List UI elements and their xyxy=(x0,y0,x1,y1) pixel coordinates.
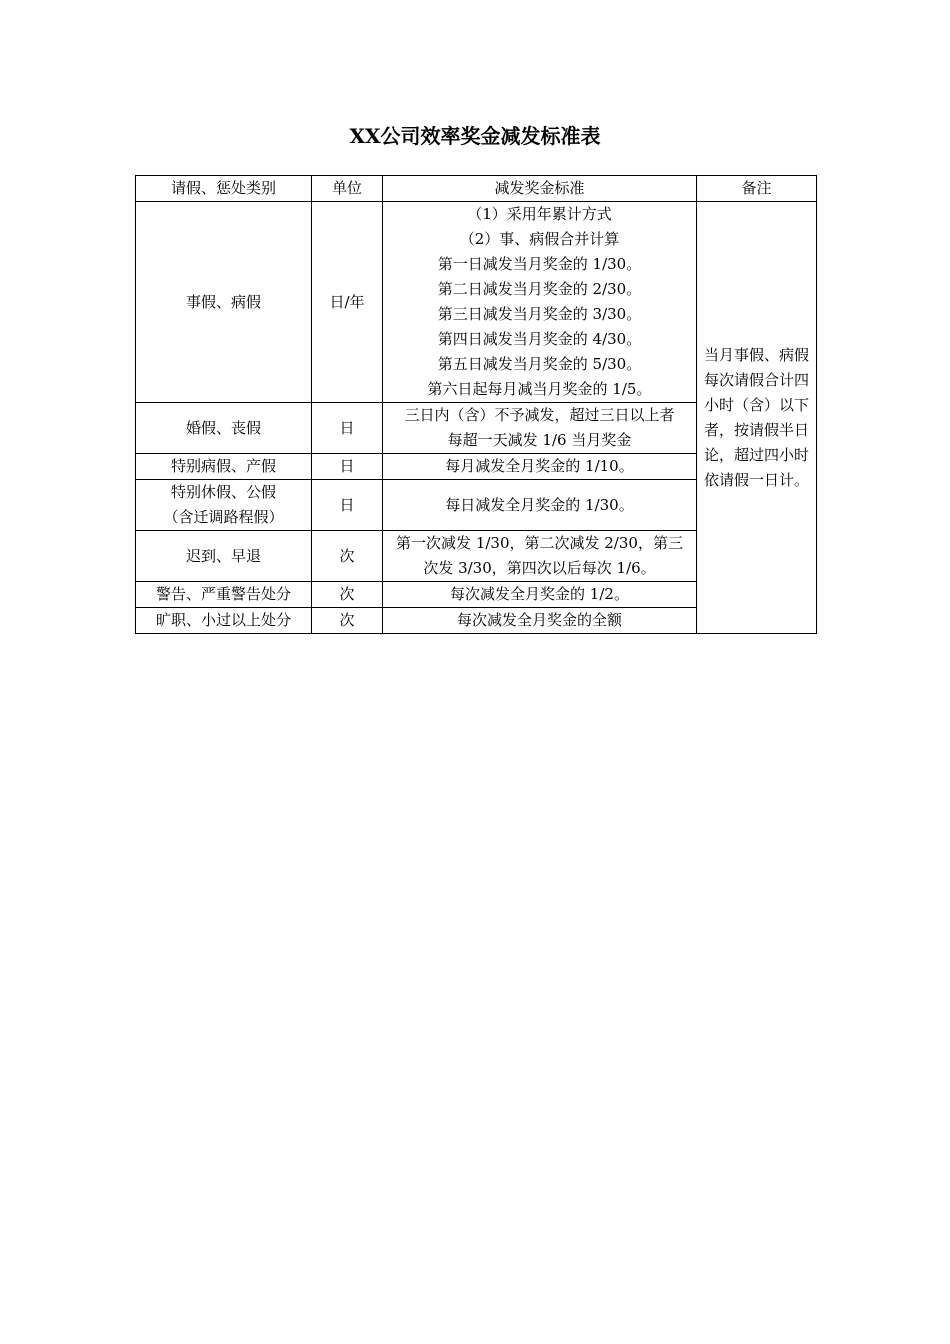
standard-cell xyxy=(383,531,697,582)
unit-cell: 次 xyxy=(312,582,383,608)
standard-cell xyxy=(383,582,697,608)
unit-cell: 日 xyxy=(312,454,383,480)
category-cell xyxy=(136,480,312,531)
standard-text: 每次减发全月奖金的全额 xyxy=(456,611,622,629)
standard-text: 三日内（含）不予减发，超过三日以上者 xyxy=(404,406,675,424)
table-header-row xyxy=(136,176,817,202)
unit-cell: 日 xyxy=(312,403,383,454)
standard-text: （2）事、病假合并计算 xyxy=(459,230,620,248)
category-text: 婚假、丧假 xyxy=(185,418,261,437)
header-unit: 单位 xyxy=(312,176,383,202)
category-text: 警告、严重警告处分 xyxy=(155,585,291,603)
category-text: 特别休假、公假 xyxy=(170,483,276,501)
category-cell xyxy=(136,202,312,403)
standard-text: 第六日起每月减当月奖金的 1/5。 xyxy=(427,380,652,398)
category-cell xyxy=(136,403,312,454)
unit-cell: 次 xyxy=(312,531,383,582)
remark-cell xyxy=(697,202,817,634)
header-standard: 减发奖金标准 xyxy=(383,176,697,202)
standard-text: 第一次减发 1/30，第二次减发 2/30，第三 xyxy=(396,534,683,552)
unit-cell: 日 xyxy=(312,480,383,531)
unit-cell: 日/年 xyxy=(312,202,383,403)
category-text: 迟到、早退 xyxy=(185,546,261,565)
standard-text: 次发 3/30，第四次以后每次 1/6。 xyxy=(423,559,656,577)
header-category: 请假、惩处类别 xyxy=(136,176,312,202)
category-cell xyxy=(136,582,312,608)
remark-text: 当月事假、病假每次请假合计四小时（含）以下者，按请假半日论，超过四小时依请假一日计。 xyxy=(703,345,809,489)
category-text: 特别病假、产假 xyxy=(170,457,276,475)
standard-text: 每月减发全月奖金的 1/10。 xyxy=(445,457,634,475)
category-text: （含迁调路程假） xyxy=(163,508,284,526)
standard-text: 第五日减发当月奖金的 5/30。 xyxy=(437,355,642,373)
category-cell xyxy=(136,531,312,582)
header-remark: 备注 xyxy=(697,176,817,202)
standard-text: 第四日减发当月奖金的 4/30。 xyxy=(437,330,642,348)
category-cell xyxy=(136,608,312,634)
standard-text: 第三日减发当月奖金的 3/30。 xyxy=(437,305,642,323)
category-text: 事假、病假 xyxy=(185,292,261,311)
standard-text: 每日减发全月奖金的 1/30。 xyxy=(445,495,634,514)
deduction-standard-table xyxy=(135,175,817,634)
standard-cell xyxy=(383,608,697,634)
standard-text: 第一日减发当月奖金的 1/30。 xyxy=(437,255,642,273)
page-title: XX公司效率奖金减发标准表 xyxy=(349,124,601,148)
category-cell xyxy=(136,454,312,480)
standard-text: 第二日减发当月奖金的 2/30。 xyxy=(437,280,642,298)
standard-cell xyxy=(383,202,697,403)
standard-cell xyxy=(383,403,697,454)
standard-text: （1）采用年累计方式 xyxy=(467,205,612,223)
standard-text: 每次减发全月奖金的 1/2。 xyxy=(450,585,629,603)
standard-cell xyxy=(383,480,697,531)
unit-cell: 次 xyxy=(312,608,383,634)
standard-text: 每超一天减发 1/6 当月奖金 xyxy=(447,431,632,449)
category-text: 旷职、小过以上处分 xyxy=(155,611,291,629)
standard-cell xyxy=(383,454,697,480)
table-row xyxy=(136,202,817,403)
